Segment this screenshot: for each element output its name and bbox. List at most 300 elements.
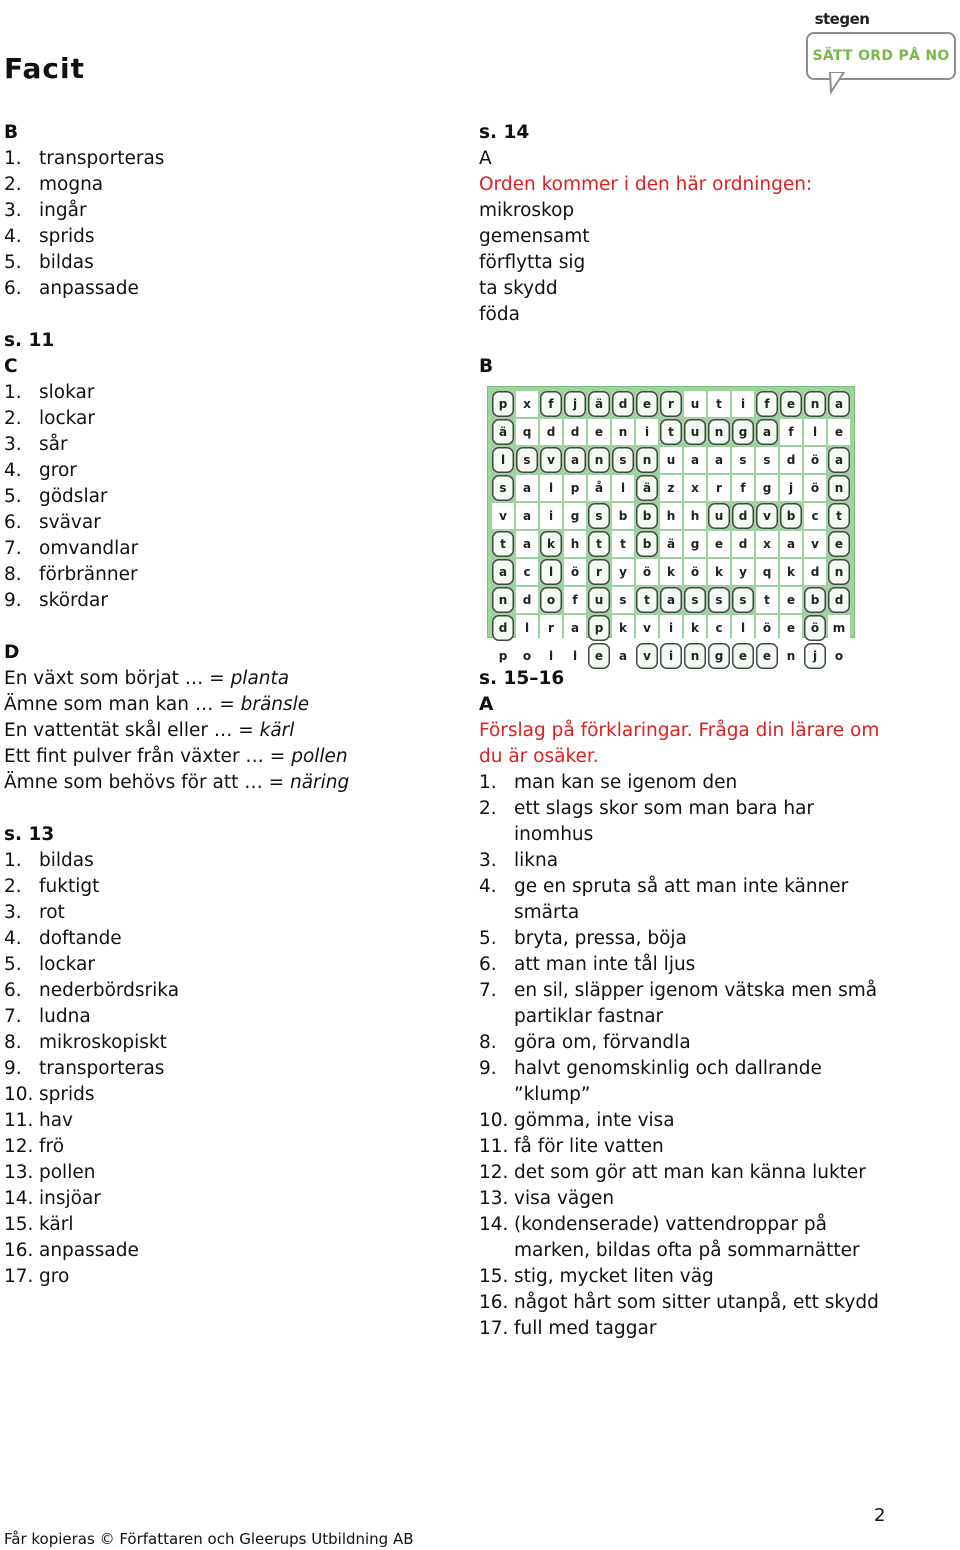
grid-cell: ö (684, 559, 706, 585)
list-item-text: ingår (39, 200, 87, 221)
list-item (4, 1238, 444, 1264)
list-item-text: transporteras (39, 1058, 165, 1079)
speech-bubble-tail-icon (828, 72, 848, 94)
grid-cell: n (828, 475, 850, 501)
list-item (4, 1030, 444, 1056)
grid-cell: s (612, 587, 634, 613)
list-item (479, 1264, 899, 1290)
left-column (4, 120, 444, 1290)
list-item-text: insjöar (39, 1188, 101, 1209)
list-item-number: 4. (4, 460, 22, 481)
grid-cell: p (492, 391, 514, 417)
section-heading-c: C (4, 356, 18, 377)
grid-cell: a (780, 531, 802, 557)
grid-cell: l (732, 615, 754, 641)
copyright-footer: Får kopieras © Författaren och Gleerups Utbildning AB (4, 1530, 414, 1548)
grid-cell: ä (492, 419, 514, 445)
list-item-number: 2. (479, 798, 497, 819)
s13-list (4, 848, 444, 1290)
list-item (4, 562, 444, 588)
grid-cell: v (540, 447, 562, 473)
list-item (4, 1056, 444, 1082)
grid-cell: s (756, 447, 778, 473)
list-item-number: 9. (4, 1058, 22, 1079)
grid-cell: u (588, 587, 610, 613)
grid-cell: a (492, 559, 514, 585)
grid-cell: d (732, 503, 754, 529)
list-item-text: gror (39, 460, 77, 481)
list-item-number: 6. (479, 954, 497, 975)
list-item-text: slokar (39, 382, 95, 403)
list-item (4, 1186, 444, 1212)
list-item-number: 7. (4, 538, 22, 559)
definition-prompt: En vattentät skål eller … = (4, 720, 260, 741)
grid-cell: a (660, 587, 682, 613)
grid-cell: h (684, 503, 706, 529)
grid-cell: l (516, 615, 538, 641)
definition-answer: pollen (291, 746, 348, 767)
grid-cell: d (804, 559, 826, 585)
list-item-number: 17. (479, 1318, 509, 1339)
list-item (4, 848, 444, 874)
grid-cell: e (780, 615, 802, 641)
list-item (4, 172, 444, 198)
list-item-text: kärl (39, 1214, 74, 1235)
list-item-number: 7. (479, 980, 497, 1001)
grid-cell: c (804, 503, 826, 529)
grid-cell: v (804, 531, 826, 557)
grid-cell: a (756, 419, 778, 445)
list-item-number: 3. (4, 200, 22, 221)
list-item-number: 2. (4, 408, 22, 429)
logo-brand: stegen (814, 10, 870, 28)
section-heading-a-2: A (479, 694, 494, 715)
grid-cell: t (708, 391, 730, 417)
grid-cell: e (828, 419, 850, 445)
list-item-text: bildas (39, 252, 94, 273)
list-item (4, 250, 444, 276)
grid-cell: l (492, 447, 514, 473)
grid-cell: u (708, 503, 730, 529)
list-item-number: 3. (4, 434, 22, 455)
list-item (4, 1004, 444, 1030)
grid-cell: k (708, 559, 730, 585)
grid-cell: f (540, 391, 562, 417)
list-item-number: 17. (4, 1266, 34, 1287)
list-item-number: 1. (4, 850, 22, 871)
definition-answer: planta (230, 668, 290, 689)
list-item-text: ge en spruta så att man inte känner smärta (514, 876, 849, 923)
list-item-number: 6. (4, 980, 22, 1001)
grid-cell: a (516, 475, 538, 501)
definition-prompt: En växt som börjat … = (4, 668, 231, 689)
list-item-text: svävar (39, 512, 101, 533)
list-item-number: 16. (479, 1292, 509, 1313)
list-item (479, 1160, 899, 1186)
grid-cell: t (756, 587, 778, 613)
grid-cell: x (756, 531, 778, 557)
grid-cell: u (660, 447, 682, 473)
grid-cell: e (636, 391, 658, 417)
grid-cell: ö (636, 559, 658, 585)
definition-answer: näring (289, 772, 350, 793)
grid-cell: e (588, 643, 610, 669)
list-item (4, 588, 444, 614)
grid-cell: h (660, 503, 682, 529)
grid-cell: p (588, 615, 610, 641)
grid-cell: a (828, 447, 850, 473)
list-item-number: 11. (4, 1110, 34, 1131)
list-item-text: (kondenserade) vattendroppar på marken, bildas ofta på sommarnätter (514, 1214, 860, 1261)
grid-cell: a (564, 615, 586, 641)
page-ref-s13: s. 13 (4, 824, 55, 845)
grid-cell: e (828, 531, 850, 557)
list-item-number: 1. (479, 772, 497, 793)
grid-cell: a (684, 447, 706, 473)
list-item (4, 874, 444, 900)
grid-cell: v (636, 615, 658, 641)
grid-cell: l (540, 475, 562, 501)
grid-cell: v (492, 503, 514, 529)
page-ref-s15-16: s. 15–16 (479, 668, 565, 689)
grid-cell: e (708, 531, 730, 557)
grid-cell: r (540, 615, 562, 641)
grid-cell: k (540, 531, 562, 557)
list-item-number: 9. (4, 590, 22, 611)
grid-cell: ä (636, 475, 658, 501)
list-item-number: 4. (4, 226, 22, 247)
grid-cell: x (516, 391, 538, 417)
list-item (479, 1108, 899, 1134)
list-item-number: 16. (4, 1240, 34, 1261)
grid-cell: n (588, 447, 610, 473)
grid-cell: n (492, 587, 514, 613)
word-search-grid (492, 391, 850, 663)
list-item-text: en sil, släpper igenom vätska men små partiklar fastnar (514, 980, 878, 1027)
list-item-number: 8. (4, 564, 22, 585)
list-item (4, 458, 444, 484)
list-item-text: gro (39, 1266, 70, 1287)
list-item-text: doftande (39, 928, 122, 949)
grid-cell: n (804, 391, 826, 417)
list-item-text: få för lite vatten (514, 1136, 664, 1157)
list-item-number: 13. (479, 1188, 509, 1209)
grid-cell: b (636, 531, 658, 557)
list-item-text: anpassade (39, 1240, 139, 1261)
grid-cell: l (540, 643, 562, 669)
list-item-text: transporteras (39, 148, 165, 169)
definition-line (4, 744, 444, 770)
list-item-text: rot (39, 902, 65, 923)
list-item-number: 2. (4, 174, 22, 195)
grid-cell: d (564, 419, 586, 445)
grid-cell: k (684, 615, 706, 641)
grid-cell: t (660, 419, 682, 445)
definition-answer: bränsle (240, 694, 310, 715)
page-ref-s11: s. 11 (4, 330, 55, 351)
list-item-number: 4. (479, 876, 497, 897)
grid-cell: t (636, 587, 658, 613)
grid-cell: u (684, 419, 706, 445)
list-item-text: man kan se igenom den (514, 772, 738, 793)
grid-cell: q (516, 419, 538, 445)
list-item (4, 1264, 444, 1290)
list-item (4, 146, 444, 172)
grid-cell: t (492, 531, 514, 557)
list-item (479, 1290, 899, 1316)
s15-16-instruction: Förslag på förklaringar. Fråga din lärare om du är osäker. (479, 720, 880, 767)
grid-cell: d (732, 531, 754, 557)
grid-cell: e (732, 643, 754, 669)
grid-cell: t (588, 531, 610, 557)
grid-cell: c (708, 615, 730, 641)
word-item: mikroskop (479, 200, 575, 221)
grid-cell: i (660, 643, 682, 669)
list-item-text: halvt genomskinlig och dallrande ”klump” (514, 1058, 822, 1105)
list-item (4, 1212, 444, 1238)
grid-cell: e (588, 419, 610, 445)
grid-cell: s (612, 447, 634, 473)
grid-cell: f (780, 419, 802, 445)
list-item-number: 15. (479, 1266, 509, 1287)
grid-cell: r (708, 475, 730, 501)
grid-cell: a (516, 503, 538, 529)
list-item (479, 952, 899, 978)
list-item (479, 848, 899, 874)
grid-cell: k (612, 615, 634, 641)
grid-cell: g (708, 643, 730, 669)
grid-cell: h (564, 531, 586, 557)
grid-cell: f (564, 587, 586, 613)
list-item-number: 3. (4, 902, 22, 923)
list-item-text: fuktigt (39, 876, 100, 897)
grid-cell: n (684, 643, 706, 669)
list-item-number: 10. (479, 1110, 509, 1131)
grid-cell: y (612, 559, 634, 585)
definition-line (4, 692, 444, 718)
list-item-number: 3. (479, 850, 497, 871)
grid-cell: v (756, 503, 778, 529)
definition-answer: kärl (259, 720, 295, 741)
list-item (4, 536, 444, 562)
list-item-number: 4. (4, 928, 22, 949)
list-item (4, 1108, 444, 1134)
list-item (479, 926, 899, 952)
grid-cell: n (612, 419, 634, 445)
list-item-number: 5. (4, 954, 22, 975)
list-item-number: 10. (4, 1084, 34, 1105)
list-item-number: 8. (4, 1032, 22, 1053)
word-search-puzzle (487, 386, 855, 663)
grid-cell: s (684, 587, 706, 613)
list-item (4, 978, 444, 1004)
grid-cell: a (828, 391, 850, 417)
section-heading-b: B (4, 122, 19, 143)
list-item-text: hav (39, 1110, 74, 1131)
list-item-text: visa vägen (514, 1188, 615, 1209)
list-item-text: göra om, förvandla (514, 1032, 691, 1053)
list-item (4, 198, 444, 224)
grid-cell: s (708, 587, 730, 613)
list-item-number: 14. (479, 1214, 509, 1235)
list-item (4, 1160, 444, 1186)
section-heading-d: D (4, 642, 20, 663)
list-item (479, 978, 899, 1030)
list-item-number: 11. (479, 1136, 509, 1157)
grid-cell: o (516, 643, 538, 669)
grid-cell: i (636, 419, 658, 445)
grid-cell: r (588, 559, 610, 585)
list-item-text: bryta, pressa, böja (514, 928, 687, 949)
grid-cell: ö (804, 475, 826, 501)
list-item-number: 12. (479, 1162, 509, 1183)
grid-cell: e (780, 587, 802, 613)
grid-cell: g (564, 503, 586, 529)
grid-cell: e (756, 643, 778, 669)
list-item (479, 874, 899, 926)
grid-cell: å (588, 475, 610, 501)
grid-cell: a (564, 447, 586, 473)
grid-cell: d (780, 447, 802, 473)
list-item-number: 15. (4, 1214, 34, 1235)
list-item (479, 1030, 899, 1056)
grid-cell: s (516, 447, 538, 473)
grid-cell: t (828, 503, 850, 529)
list-item-text: omvandlar (39, 538, 139, 559)
definition-line (4, 666, 444, 692)
list-item-text: ludna (39, 1006, 91, 1027)
grid-cell: z (660, 475, 682, 501)
list-item (4, 900, 444, 926)
grid-cell: p (492, 643, 514, 669)
word-item: föda (479, 304, 520, 325)
list-item-text: stig, mycket liten väg (514, 1266, 714, 1287)
grid-cell: t (612, 531, 634, 557)
grid-cell: n (828, 559, 850, 585)
list-item-text: lockar (39, 408, 95, 429)
list-item-text: anpassade (39, 278, 139, 299)
list-item (4, 380, 444, 406)
list-item-text: lockar (39, 954, 95, 975)
list-item-text: det som gör att man kan känna lukter (514, 1162, 866, 1183)
list-item-number: 9. (479, 1058, 497, 1079)
list-item-number: 8. (479, 1032, 497, 1053)
list-item (479, 1056, 899, 1108)
grid-cell: l (540, 559, 562, 585)
list-item (4, 224, 444, 250)
list-item (4, 926, 444, 952)
grid-cell: l (564, 643, 586, 669)
definition-prompt: Ämne som behövs för att … = (4, 772, 290, 793)
grid-cell: o (828, 643, 850, 669)
grid-cell: c (516, 559, 538, 585)
grid-cell: n (780, 643, 802, 669)
definition-line (4, 770, 444, 796)
list-item (479, 770, 899, 796)
grid-cell: ö (804, 615, 826, 641)
grid-cell: r (660, 391, 682, 417)
page-title: Facit (4, 52, 85, 85)
list-item (479, 1134, 899, 1160)
list-item-text: förbränner (39, 564, 138, 585)
grid-cell: g (732, 419, 754, 445)
logo-tagline: SÄTT ORD PÅ NO (806, 32, 956, 80)
list-item-number: 6. (4, 278, 22, 299)
grid-cell: m (828, 615, 850, 641)
grid-cell: b (780, 503, 802, 529)
list-item (4, 484, 444, 510)
grid-cell: e (780, 391, 802, 417)
definition-prompt: Ämne som man kan … = (4, 694, 241, 715)
grid-cell: f (732, 475, 754, 501)
grid-cell: d (828, 587, 850, 613)
definition-prompt: Ett fint pulver från växter … = (4, 746, 292, 767)
grid-cell: b (804, 587, 826, 613)
grid-cell: f (756, 391, 778, 417)
word-item: ta skydd (479, 278, 558, 299)
list-item-number: 1. (4, 148, 22, 169)
grid-cell: q (756, 559, 778, 585)
section-c-list (4, 380, 444, 614)
list-item (4, 276, 444, 302)
grid-cell: x (684, 475, 706, 501)
list-item-text: full med taggar (514, 1318, 657, 1339)
section-heading-b-right: B (479, 356, 494, 377)
word-item: gemensamt (479, 226, 590, 247)
grid-cell: s (732, 447, 754, 473)
grid-cell: j (804, 643, 826, 669)
list-item-number: 7. (4, 1006, 22, 1027)
grid-cell: g (684, 531, 706, 557)
list-item-number: 5. (4, 486, 22, 507)
s14-word-list (479, 198, 929, 328)
grid-cell: a (708, 447, 730, 473)
list-item-text: skördar (39, 590, 108, 611)
section-heading-a: A (479, 148, 492, 169)
list-item-text: pollen (39, 1162, 96, 1183)
list-item (479, 1212, 899, 1264)
grid-cell: b (636, 503, 658, 529)
grid-cell: k (660, 559, 682, 585)
s14-instruction: Orden kommer i den här ordningen: (479, 174, 813, 195)
list-item-text: sprids (39, 226, 95, 247)
list-item (4, 952, 444, 978)
grid-cell: l (804, 419, 826, 445)
grid-cell: y (732, 559, 754, 585)
list-item-text: mogna (39, 174, 104, 195)
grid-cell: g (756, 475, 778, 501)
grid-cell: b (612, 503, 634, 529)
list-item-text: frö (39, 1136, 65, 1157)
s15-16-list (479, 770, 899, 1342)
list-item-text: bildas (39, 850, 94, 871)
grid-cell: j (780, 475, 802, 501)
list-item-text: gödslar (39, 486, 108, 507)
list-item-text: sår (39, 434, 68, 455)
right-column (479, 120, 929, 1342)
list-item-number: 2. (4, 876, 22, 897)
section-b-list (4, 146, 444, 302)
list-item (479, 796, 899, 848)
grid-cell: a (612, 643, 634, 669)
grid-cell: d (492, 615, 514, 641)
list-item-number: 5. (479, 928, 497, 949)
grid-cell: s (492, 475, 514, 501)
grid-cell: i (732, 391, 754, 417)
list-item (4, 406, 444, 432)
list-item (479, 1186, 899, 1212)
list-item-text: att man inte tål ljus (514, 954, 696, 975)
